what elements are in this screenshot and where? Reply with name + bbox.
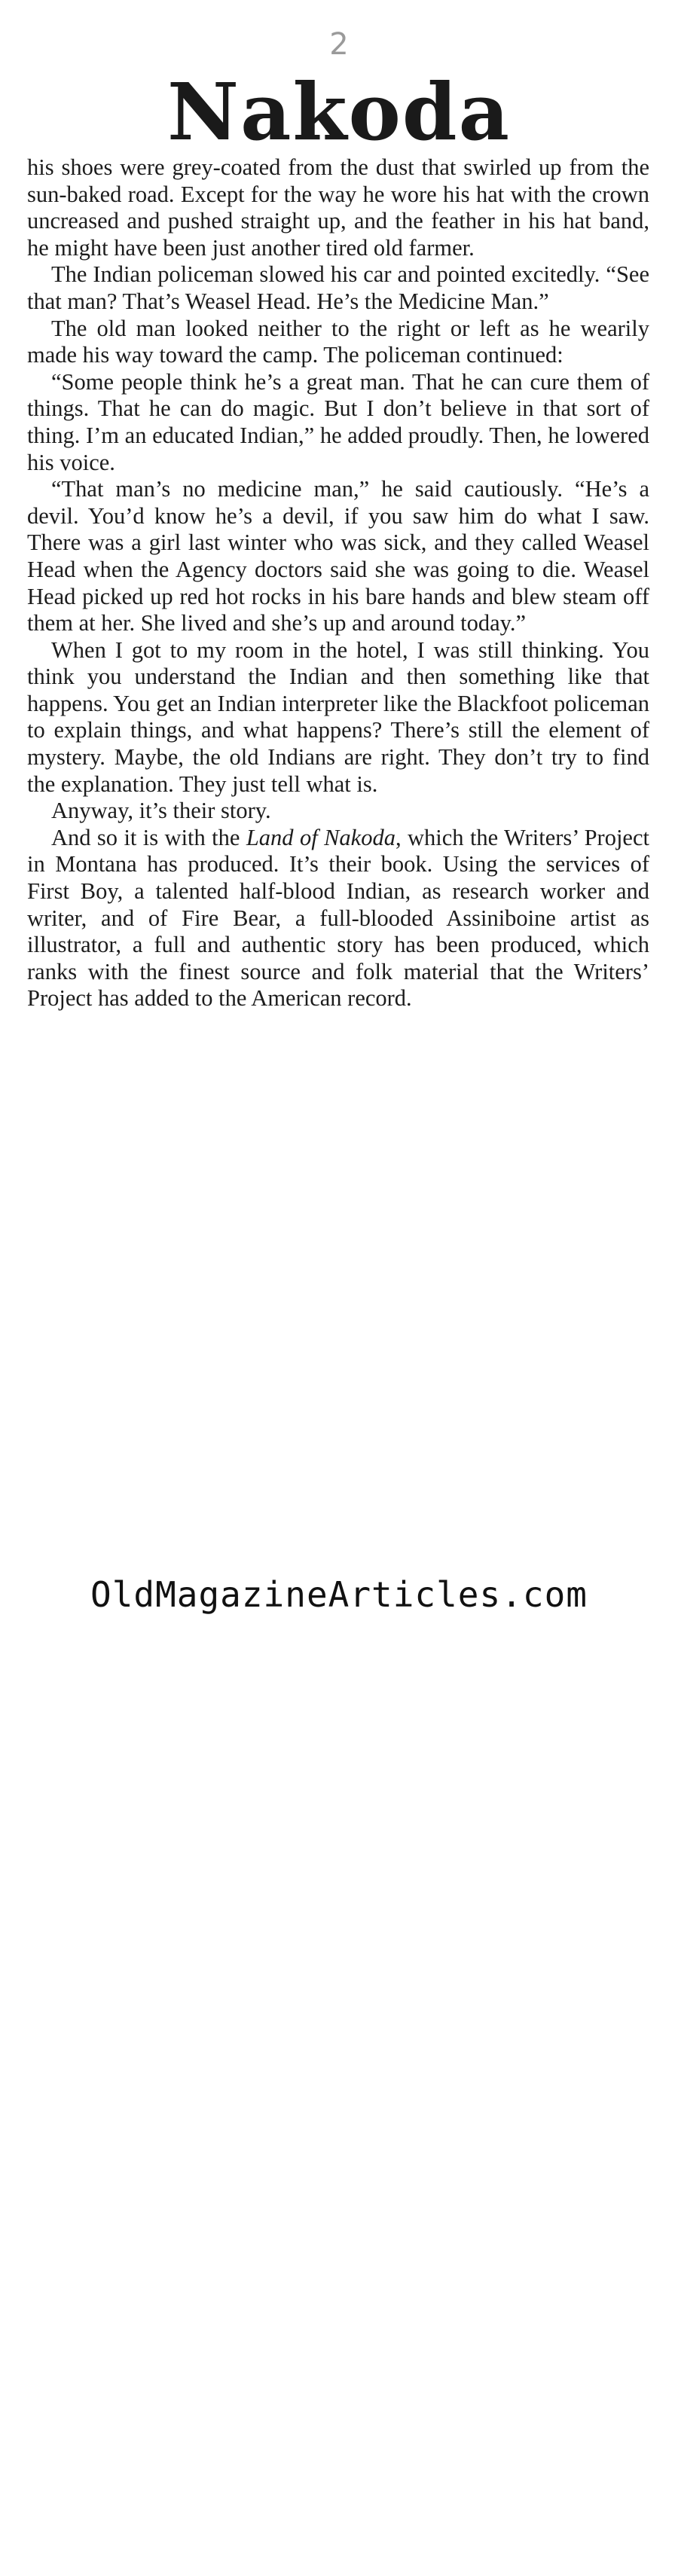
source-credit: OldMagazineArticles.com (90, 1574, 588, 1615)
article-paragraph: “That man’s no medicine man,” he said cautiously. “He’s a devil. You’d know he’s a devil, if you saw him do what I saw. There was a girl last winter who was sick, and they called Weasel Head when the Agency doctors said she was going to die. Weasel Head picked up red hot rocks in his bare hands and blew steam off them at her. She lived and she’s up and around today.” (27, 476, 649, 636)
article-paragraph: his shoes were grey-coated from the dust that swirled up from the sun-baked road. Except for the way he wore his hat with the crown uncreased and pushed straight up, and the feather in his hat band, he might have been just another tired old farmer. (27, 154, 649, 261)
article-body (27, 154, 649, 1012)
article-paragraph: The old man looked neither to the right or left as he wearily made his way toward the camp. The policeman continued: (27, 315, 649, 368)
masthead-title: Nakoda (167, 66, 511, 158)
article-paragraph-closing (27, 825, 649, 1012)
book-title: Land of Nakoda (246, 824, 396, 850)
closing-text-before: And so it is with the (51, 824, 246, 850)
page-number: 2 (329, 27, 349, 62)
article-paragraph: The Indian policeman slowed his car and pointed excitedly. “See that man? That’s Weasel Head. He’s the Medicine Man.” (27, 261, 649, 314)
article-paragraph: “Some people think he’s a great man. That he can cure them of things. That he can do magic. But I don’t believe in that sort of thing. I’m an educated Indian,” he added proudly. Then, he lowered his voice. (27, 368, 649, 475)
article-paragraph: Anyway, it’s their story. (51, 798, 271, 824)
article-paragraph: When I got to my room in the hotel, I was still thinking. You think you understand the Indian and then something like that happens. You get an Indian interpreter like the Blackfoot policeman to explain things, and what happens? There’s still the element of mystery. Maybe, the old Indians are right. They don’t try to find the explanation. They just tell what is. (27, 636, 649, 797)
closing-text-after: , which the Writers’ Project in Montana has produced. It’s their book. Using the services of First Boy, a talented half-blood Indian, as research worker and writer, and of Fire Bear, a full-blooded Assiniboine artist as illustrator, a full and authentic story has been produced, which ranks with the finest source and folk material that the Writers’ Project has added to the American record. (27, 824, 649, 1012)
